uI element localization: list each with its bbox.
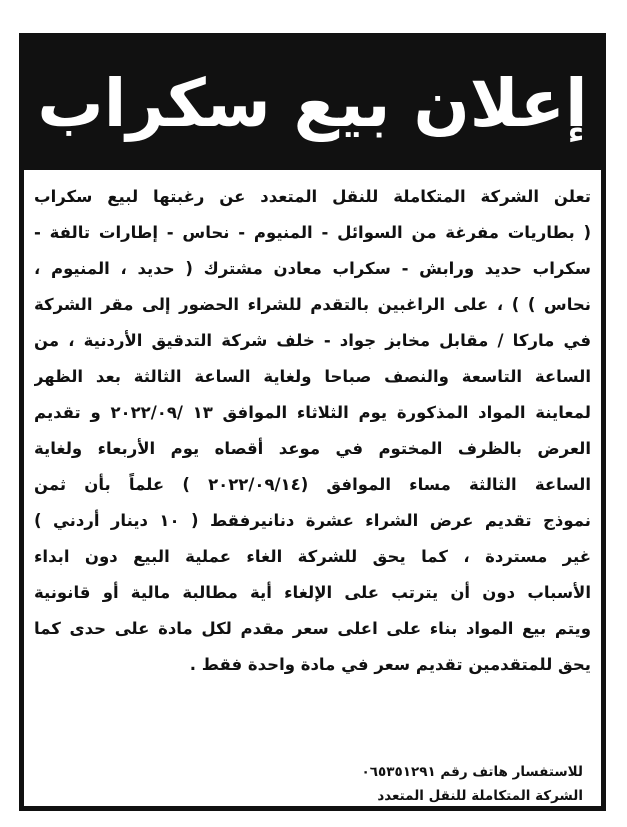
body-line: نحاس ) ) ، على الراغبين بالتقدم للشراء الحضور إلى مقر الشركة (34, 295, 591, 314)
body-line: نموذج تقديم عرض الشراء عشرة دنانيرفقط ( ١٠ دينار أردني ) (34, 511, 591, 530)
scrap-sale-advertisement (19, 33, 606, 811)
inquiry-phone: للاستفسار هاتف رقم ٠٦٥٣٥١٢٩١ (361, 764, 583, 780)
ad-title: إعلان بيع سكراب (37, 65, 588, 142)
title-banner (24, 38, 601, 170)
body-line: الساعة الثالثة مساء الموافق (٢٠٢٢/٠٩/١٤ ) علماً بأن ثمن (34, 475, 591, 494)
body-line: في ماركا / مقابل مخابز جواد - خلف شركة التدقيق الأردنية ، من (34, 331, 591, 350)
body-line: العرض بالظرف المختوم في موعد أقصاه يوم الأربعاء ولغاية (34, 439, 591, 458)
ad-body (34, 179, 591, 683)
body-line: الأسباب دون أن يترتب على الإلغاء أية مطالبة مالية أو قانونية (34, 583, 591, 602)
body-line: تعلن الشركة المتكاملة للنقل المتعدد عن رغبتها لبيع سكراب (34, 187, 591, 206)
body-line: ( بطاريات مفرغة من السوائل - المنيوم - نحاس - إطارات تالفة - (34, 223, 591, 242)
body-line: ويتم بيع المواد بناء على اعلى سعر مقدم لكل مادة على حدى كما (34, 619, 591, 638)
body-line: يحق للمتقدمين تقديم سعر في مادة واحدة فقط . (189, 655, 591, 674)
ad-footer (203, 760, 583, 808)
body-line: لمعاينة المواد المذكورة يوم الثلاثاء الموافق ١٣ /٢٠٢٢/٠٩ و تقديم (34, 403, 591, 422)
body-line: غير مستردة ، كما يحق للشركة الغاء عملية البيع دون ابداء (34, 547, 591, 566)
company-signature: الشركة المتكاملة للنقل المتعدد (377, 788, 583, 804)
body-line: سكراب حديد ورابش - سكراب معادن مشترك ( حديد ، المنيوم ، (34, 259, 591, 278)
body-line: الساعة التاسعة والنصف صباحا ولغاية الساعة الثالثة بعد الظهر (34, 367, 591, 386)
